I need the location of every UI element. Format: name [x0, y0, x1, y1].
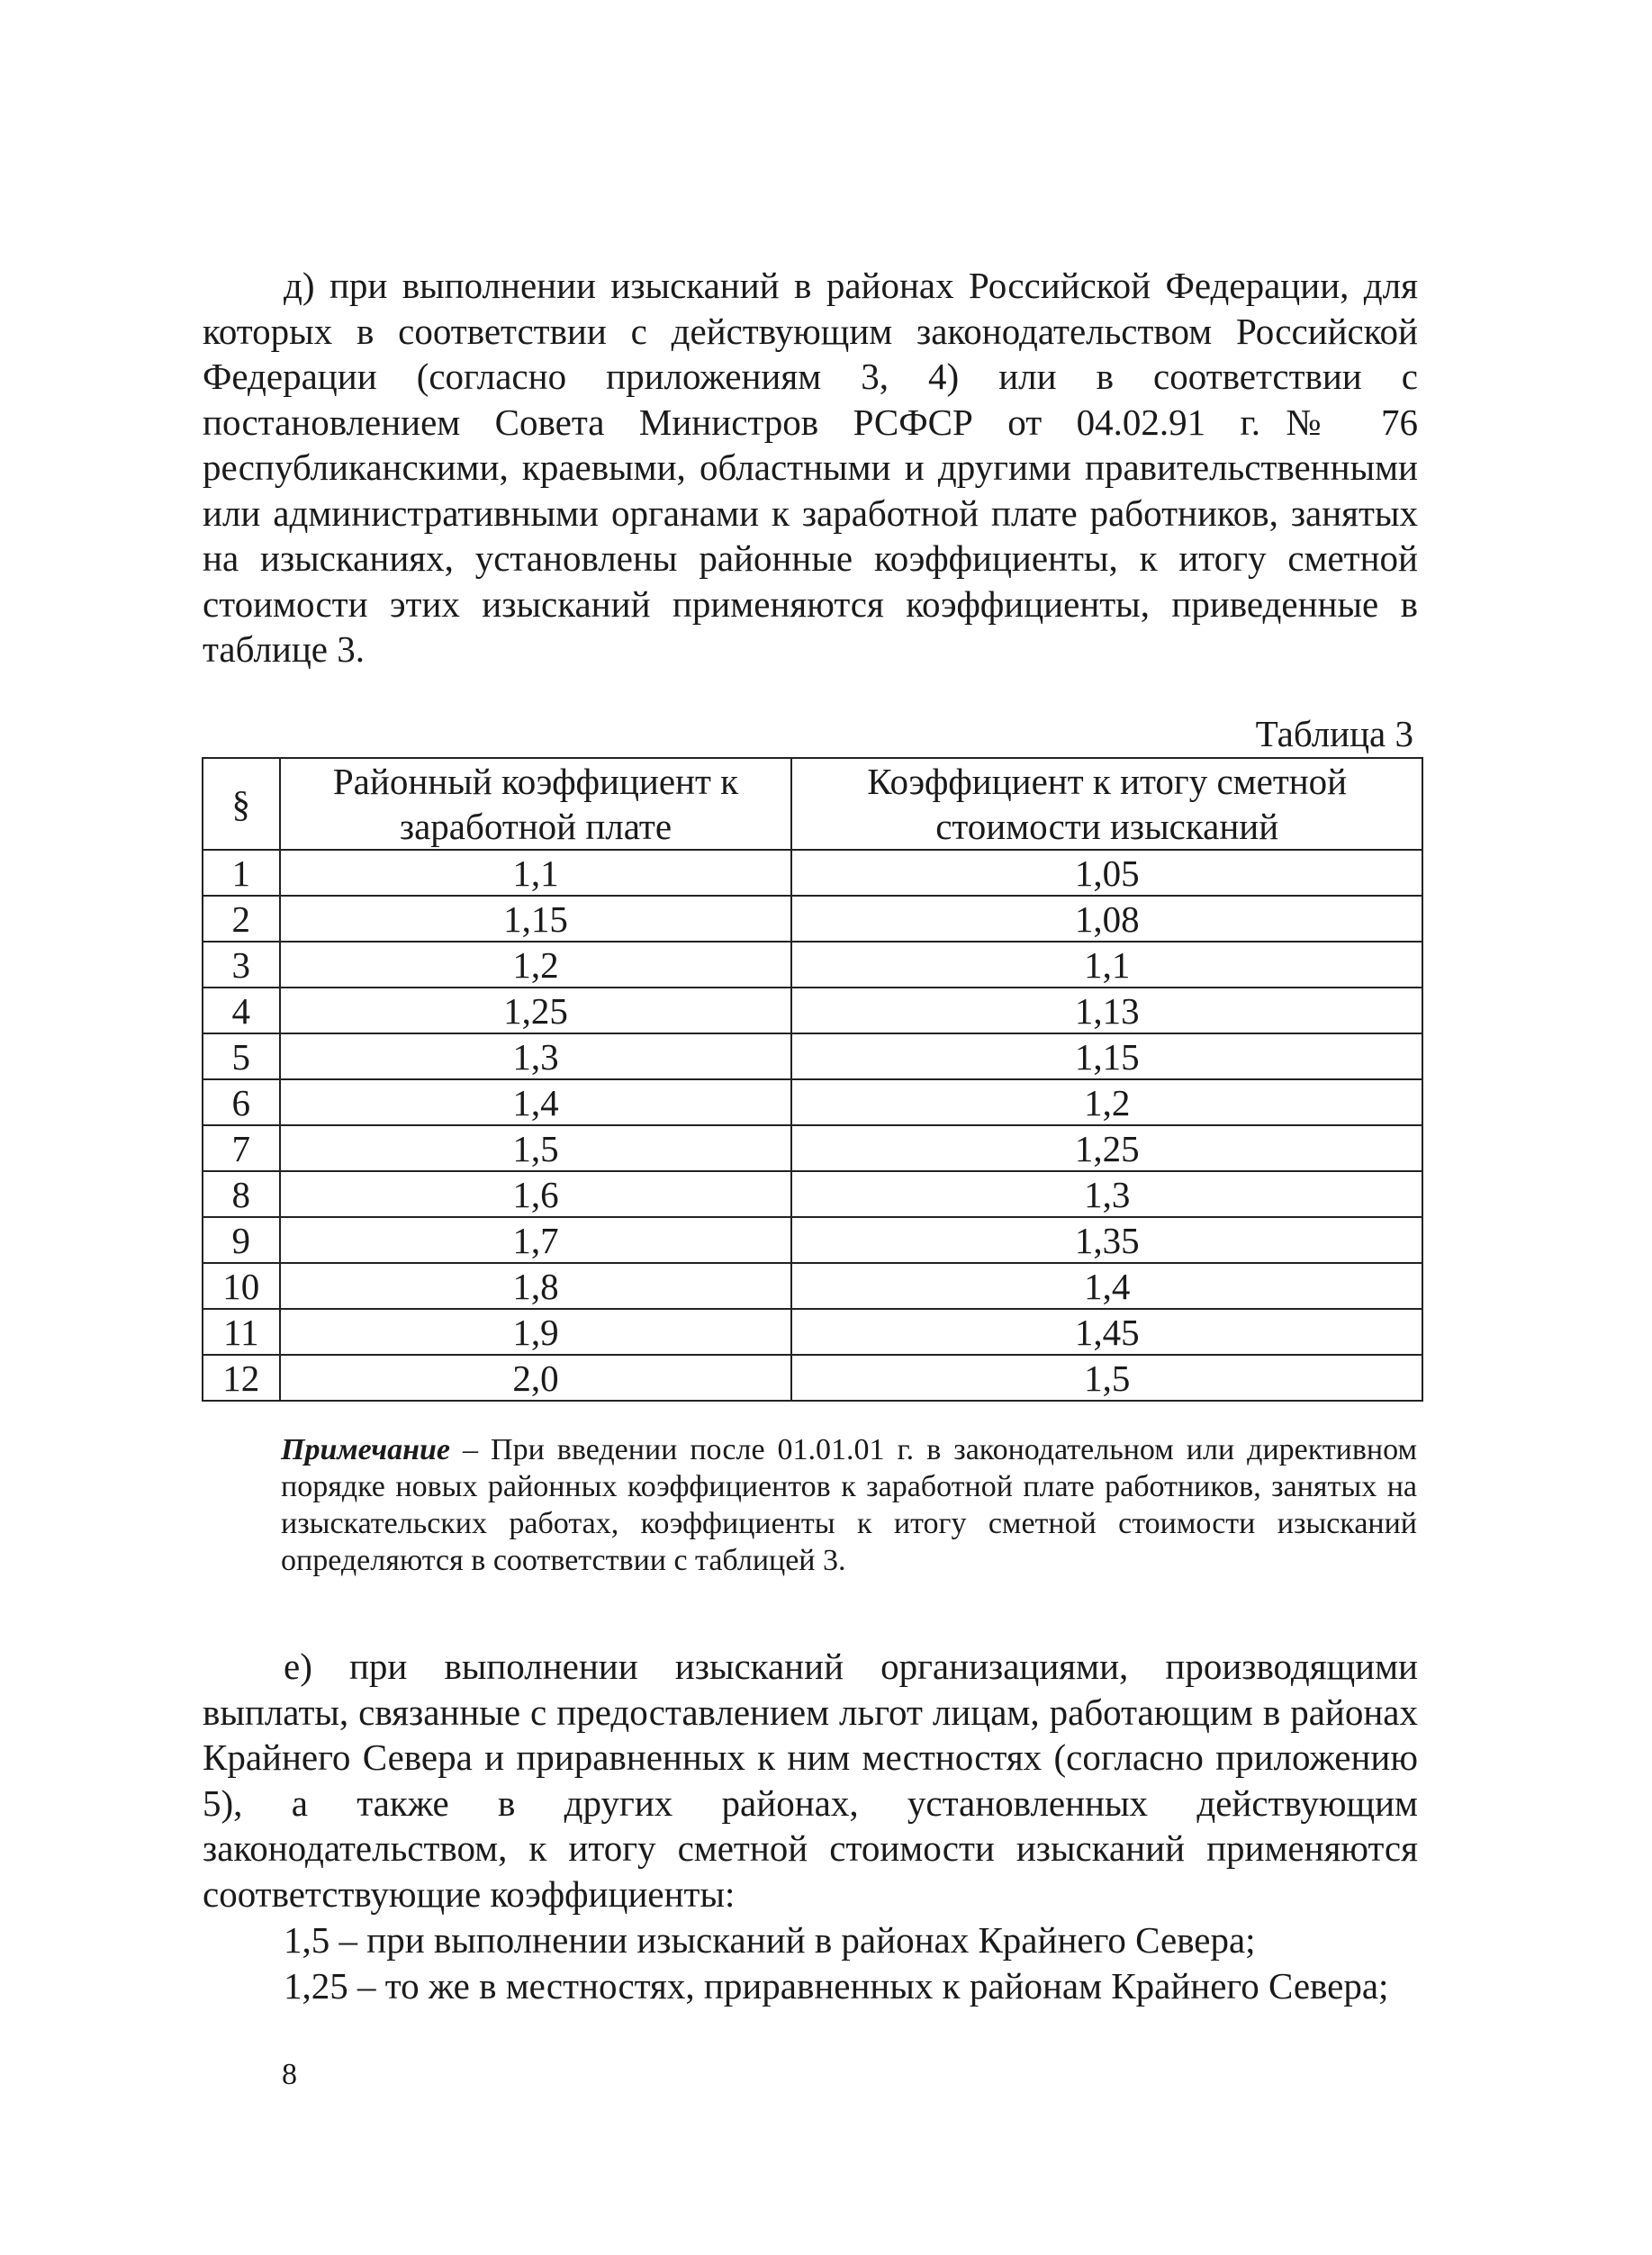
note-label: Примечание — [281, 1433, 451, 1466]
cell-regional-coefficient: 1,9 — [280, 1309, 792, 1355]
header-number: § — [203, 758, 280, 850]
cell-number: 8 — [203, 1171, 280, 1217]
table-row — [203, 988, 1422, 1033]
paragraph-d: д) при выполнении изысканий в районах Российской Федерации, для которых в соответствии с действующим законодательством Российской Федерации (согласно приложениям 3, 4) или в соответствии с постановлением Совета Министров РСФСР от 04.02.91 г.№ 76 республиканскими, краевыми, областными и другими правительственными или административными органами к заработной плате работников, занятых на изысканиях, установлены районные коэффициенты, к итогу сметной стоимости этих изысканий применяются коэффициенты, приведенные в таблице 3. — [203, 265, 1418, 670]
list-item: 1,5 – при выполнении изысканий в районах Крайнего Севера; — [284, 1919, 1256, 1961]
header-estimate-coefficient: Коэффициент к итогу сметной стоимости изысканий — [791, 758, 1422, 850]
table-row — [203, 1217, 1422, 1263]
list-item: 1,25 – то же в местностях, приравненных к районам Крайнего Севера; — [284, 1965, 1389, 2007]
cell-number: 1 — [203, 850, 280, 896]
cell-number: 2 — [203, 896, 280, 942]
cell-regional-coefficient: 1,25 — [280, 988, 792, 1033]
note-text: – При введении после 01.01.01 г. в законодательном или директивном порядке новых районных коэффициентов к заработной плате работников, занятых на изыскательских работах, коэффициенты к итогу сметной стоимости изысканий определяются в соответствии с таблицей 3. — [281, 1433, 1417, 1577]
cell-regional-coefficient: 1,3 — [280, 1033, 792, 1079]
cell-number: 10 — [203, 1263, 280, 1309]
cell-estimate-coefficient: 1,4 — [791, 1263, 1422, 1309]
cell-estimate-coefficient: 1,08 — [791, 896, 1422, 942]
cell-estimate-coefficient: 1,13 — [791, 988, 1422, 1033]
table-row — [203, 1171, 1422, 1217]
cell-regional-coefficient: 1,15 — [280, 896, 792, 942]
cell-regional-coefficient: 1,4 — [280, 1079, 792, 1125]
table-header-row — [203, 758, 1422, 850]
cell-estimate-coefficient: 1,25 — [791, 1125, 1422, 1171]
cell-estimate-coefficient: 1,1 — [791, 942, 1422, 988]
cell-number: 3 — [203, 942, 280, 988]
table-row — [203, 850, 1422, 896]
cell-regional-coefficient: 1,5 — [280, 1125, 792, 1171]
cell-regional-coefficient: 1,1 — [280, 850, 792, 896]
table-body — [203, 850, 1422, 1401]
table-caption: Таблица 3 — [1255, 713, 1413, 754]
table-note — [281, 1431, 1417, 1579]
table-row — [203, 1355, 1422, 1401]
table-row — [203, 1263, 1422, 1309]
cell-estimate-coefficient: 1,45 — [791, 1309, 1422, 1355]
table-row — [203, 942, 1422, 988]
coefficient-table — [202, 757, 1423, 1402]
table-row — [203, 1125, 1422, 1171]
cell-estimate-coefficient: 1,05 — [791, 850, 1422, 896]
cell-number: 7 — [203, 1125, 280, 1171]
cell-regional-coefficient: 1,7 — [280, 1217, 792, 1263]
table-row — [203, 1309, 1422, 1355]
cell-estimate-coefficient: 1,15 — [791, 1033, 1422, 1079]
table-row — [203, 896, 1422, 942]
cell-estimate-coefficient: 1,5 — [791, 1355, 1422, 1401]
cell-number: 9 — [203, 1217, 280, 1263]
cell-regional-coefficient: 1,8 — [280, 1263, 792, 1309]
cell-number: 4 — [203, 988, 280, 1033]
cell-regional-coefficient: 1,2 — [280, 942, 792, 988]
cell-number: 5 — [203, 1033, 280, 1079]
cell-estimate-coefficient: 1,3 — [791, 1171, 1422, 1217]
table-row — [203, 1033, 1422, 1079]
cell-regional-coefficient: 1,6 — [280, 1171, 792, 1217]
cell-estimate-coefficient: 1,2 — [791, 1079, 1422, 1125]
cell-number: 6 — [203, 1079, 280, 1125]
cell-estimate-coefficient: 1,35 — [791, 1217, 1422, 1263]
page-number: 8 — [282, 2058, 297, 2091]
cell-number: 11 — [203, 1309, 280, 1355]
cell-number: 12 — [203, 1355, 280, 1401]
paragraph-e: е) при выполнении изысканий организациями, производящими выплаты, связанные с предоставлением льгот лицам, работающим в районах Крайнего Севера и приравненных к ним местностях (согласно приложению 5), а также в других районах, установленных действующим законодательством, к итогу сметной стоимости изысканий применяются соответствующие коэффициенты: — [203, 1646, 1418, 1915]
table-row — [203, 1079, 1422, 1125]
cell-regional-coefficient: 2,0 — [280, 1355, 792, 1401]
header-regional-coefficient: Районный коэффициент к заработной плате — [280, 758, 792, 850]
